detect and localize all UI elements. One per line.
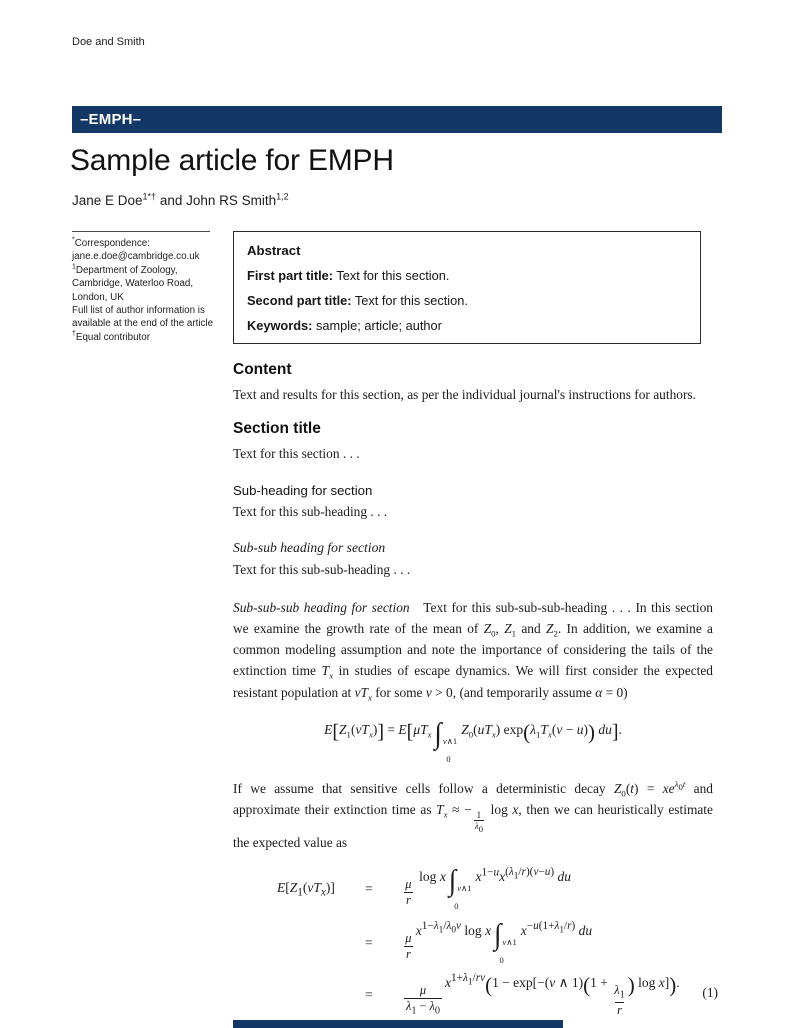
- display-equation: $E[Z_1(vT_x)] = E[\mu T_x$ ∫ v∧1 0 $Z_0(uT_x) \exp(\lambda_1T_x(v - u))$ du].: [324, 716, 622, 765]
- abstract-item: [247, 293, 687, 308]
- article-title: Sample article for EMPH: [70, 144, 394, 177]
- content-heading: Content: [233, 361, 292, 378]
- abstract-item: [247, 268, 687, 283]
- correspondence-line: *Correspondence:: [72, 236, 150, 249]
- equation-row: [277, 865, 713, 913]
- equation-row: [277, 919, 713, 967]
- equals-sign: =: [365, 880, 373, 896]
- subsubsection-heading: Sub-sub heading for section: [233, 539, 386, 555]
- equation-rhs: $\frac{\mu}{r}$ $x^{1-\lambda_1/\lambda_0v}$ log x ∫ v∧1 0 $x^{-u(1+\lambda_1/r)}$ du: [405, 917, 593, 966]
- article-body: [233, 361, 718, 1023]
- banner-label: –EMPH–: [80, 111, 142, 128]
- abstract-item-label: Second part title:: [247, 293, 352, 308]
- abstract-item-label: First part title:: [247, 268, 334, 283]
- subsection-heading: Sub-heading for section: [233, 483, 373, 499]
- affiliation-line: Cambridge, Waterloo Road,: [72, 278, 194, 290]
- sidebar-divider: [72, 231, 210, 232]
- section-heading: Section title: [233, 420, 321, 438]
- section-paragraph: Text for this section . . .: [233, 446, 360, 462]
- equation-row: [277, 973, 713, 1018]
- authors-line: Jane E Doe$^{1*\dagger}$ and John RS Smith$^{1,2}$: [72, 191, 289, 208]
- running-head: Doe and Smith: [72, 36, 145, 48]
- author-info-note: available at the end of the article: [72, 318, 214, 330]
- abstract-heading: Abstract: [247, 243, 301, 258]
- emph-banner: [72, 106, 722, 133]
- abstract-item-text: sample; article; author: [312, 318, 442, 333]
- runin-paragraph: Sub-sub-sub heading for section Text for this sub-sub-sub-heading . . . In this section we examine the growth rate of the mean of $Z_0$, $Z_1$ and $Z_2$. In addition, we examine a common modeling assumption and note the importance of considering the tails of the extinction time $T_x$ in studies of escape dynamics. We will first consider the expected resistant population at $vT_x$ for some v > 0, (and temporarily assume α = 0): [233, 599, 714, 703]
- equation-lhs: $E[Z_1(vT_x)]$: [277, 879, 335, 899]
- abstract-item-text: Text for this section.: [351, 293, 468, 308]
- decay-paragraph: If we assume that sensitive cells follow a deterministic decay $Z_0(t) = xe^{\lambda_0t}$ and approximate their extinction time as $T_x$ ≈ − $\frac{1}{\lambda_0}$ log x, then we can heuristically estimate the expected value as: [233, 779, 713, 850]
- subsubsection-paragraph: Text for this sub-sub-heading . . .: [233, 561, 411, 577]
- content-paragraph: Text and results for this section, as per the individual journal's instructions for authors.: [233, 387, 696, 402]
- affiliation-line: $^1$Department of Zoology,: [72, 263, 178, 276]
- correspondence-block: [72, 237, 230, 344]
- equal-contributor-note: †Equal contributor: [72, 330, 150, 343]
- abstract-item-label: Keywords:: [247, 318, 313, 333]
- subsection-paragraph: Text for this sub-heading . . .: [233, 504, 388, 520]
- affiliation-line: London, UK: [72, 291, 124, 303]
- abstract-item: [247, 318, 687, 333]
- abstract-box: [233, 231, 701, 344]
- correspondence-email: jane.e.doe@cambridge.co.uk: [72, 251, 200, 263]
- abstract-item-text: Text for this section.: [333, 268, 450, 283]
- equals-sign: =: [365, 987, 373, 1003]
- next-page-banner-sliver: [233, 1020, 563, 1028]
- author-info-note: Full list of author information is: [72, 305, 205, 317]
- equation-rhs: $\frac{\mu}{\lambda_1 - \lambda_0}$ $x^{1+\lambda_1/rv}(1 - \exp[-(v$ ∧ 1)(1 + $\frac{\lambda_1}{r}$ ) log x]).: [406, 972, 680, 1017]
- equation-array: [233, 863, 718, 1018]
- equals-sign: =: [365, 934, 373, 950]
- equation-rhs: $\frac{\mu}{r}$ log x ∫ v∧1 0 $x^{1-u}x^{(\lambda_1/r)(v-u)}$ du: [405, 863, 572, 912]
- equation-number: (1): [702, 985, 718, 1001]
